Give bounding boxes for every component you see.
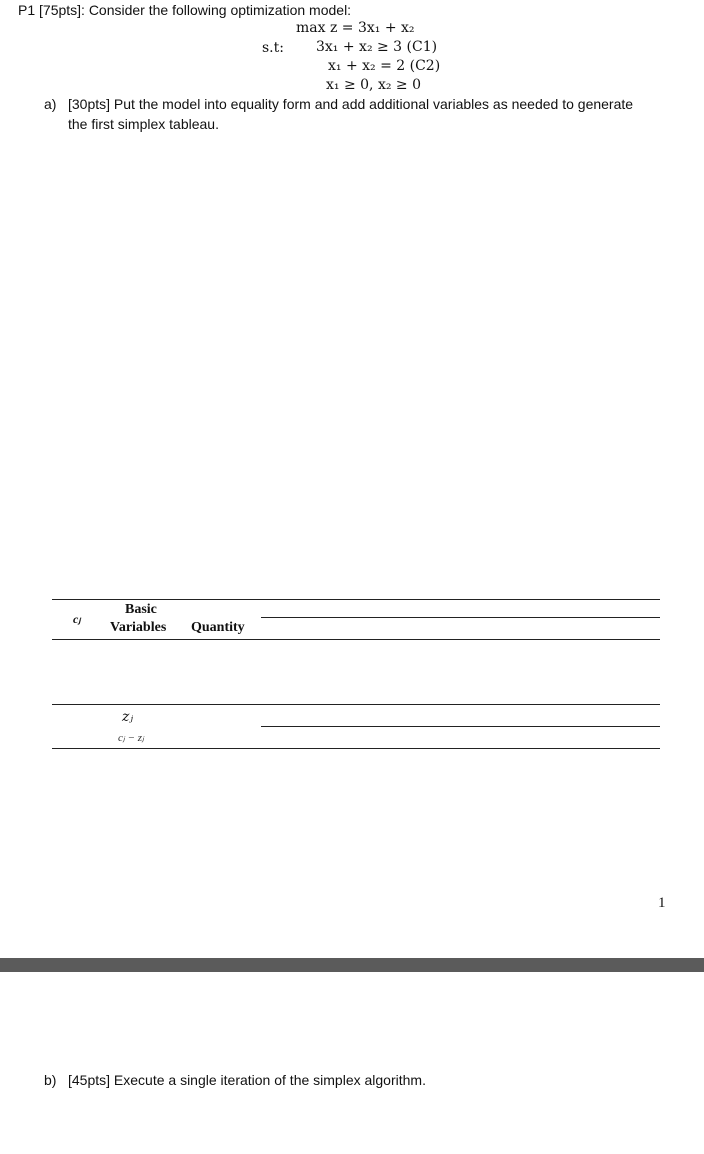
zj-row-label: zⱼ: [122, 709, 134, 725]
part-b-marker: b): [44, 1072, 57, 1088]
part-b-text: [45pts] Execute a single iteration of the simplex algorithm.: [68, 1072, 426, 1088]
tableau-zj-rule: [261, 726, 660, 727]
cj-column-header: cⱼ: [73, 612, 81, 626]
part-a-marker: a): [44, 96, 57, 112]
problem-header: P1 [75pts]: Consider the following optimization model:: [18, 2, 352, 18]
constraint-c2: x₁ + x₂ = 2 (C2): [328, 58, 441, 74]
tableau-top-rule: [52, 599, 660, 600]
part-a-text-line2: the first simplex tableau.: [68, 116, 219, 132]
tableau-header-bottom-rule: [52, 639, 660, 640]
quantity-header: Quantity: [191, 620, 245, 635]
tableau-body-bottom-rule: [52, 704, 660, 705]
constraint-c1: 3x₁ + x₂ ≥ 3 (C1): [316, 39, 438, 55]
basic-header: Basic: [125, 602, 157, 617]
subject-to-label: s.t:: [262, 40, 284, 56]
cj-minus-zj-row-label: cⱼ − zⱼ: [118, 732, 144, 744]
page-number: 1: [658, 895, 666, 911]
variables-header: Variables: [110, 620, 167, 635]
nonnegativity-constraint: x₁ ≥ 0, x₂ ≥ 0: [326, 77, 421, 93]
tableau-bottom-rule: [52, 748, 660, 749]
objective-function: max z = 3x₁ + x₂: [296, 20, 415, 36]
tableau-variable-header-rule: [261, 617, 660, 618]
part-a-text-line1: [30pts] Put the model into equality form and add additional variables as needed to generate: [68, 96, 634, 112]
page-break-bar: [0, 958, 704, 972]
